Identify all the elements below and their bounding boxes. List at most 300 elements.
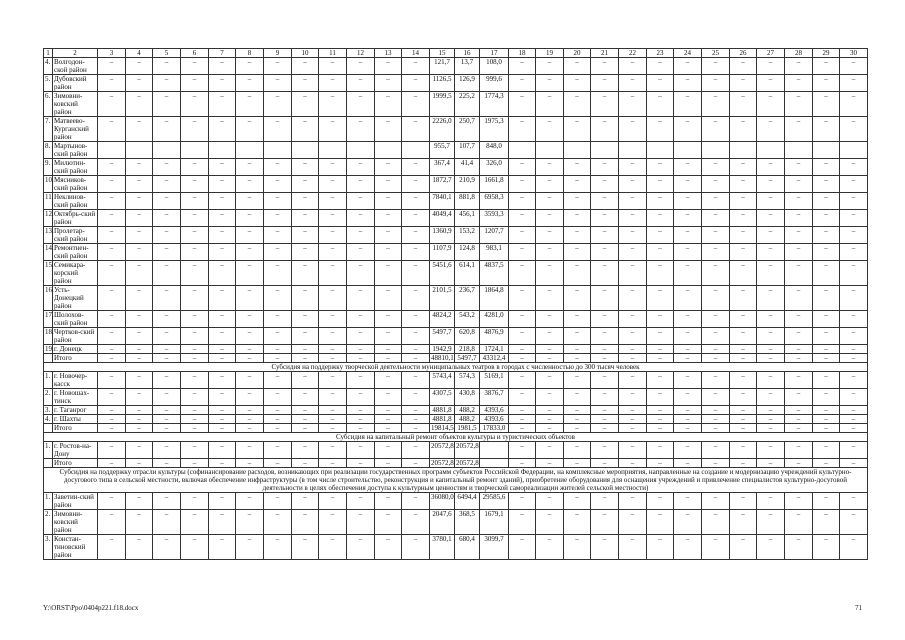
empty-value-cell: – <box>402 535 430 560</box>
empty-value-cell: – <box>264 415 292 424</box>
empty-value-cell: – <box>153 286 181 311</box>
value-total: 4824,2 <box>430 311 455 328</box>
empty-value-cell: – <box>674 227 702 244</box>
empty-value-cell: – <box>536 92 564 117</box>
empty-value-cell: – <box>674 442 702 459</box>
column-number: 7 <box>209 49 236 58</box>
empty-value-cell <box>264 142 292 159</box>
empty-value-cell: – <box>153 193 181 210</box>
empty-value-cell: – <box>647 193 674 210</box>
empty-value-cell <box>840 142 868 159</box>
empty-value-cell: – <box>292 493 319 510</box>
empty-value-cell: – <box>236 354 264 363</box>
empty-value-cell: – <box>347 58 375 75</box>
column-number: 23 <box>647 49 674 58</box>
empty-value-cell: – <box>98 92 126 117</box>
empty-value-cell: – <box>757 117 785 142</box>
empty-value-cell: – <box>813 510 840 535</box>
empty-value-cell: – <box>702 442 730 459</box>
empty-value-cell <box>564 142 591 159</box>
empty-value-cell: – <box>757 389 785 406</box>
section-title: Субсидия на поддержку отрасли культуры (софинансирование расходов, возникающих при реализации государственных программ субъектов Российской Федерации, на комплексные мероприятия, направленные на создание и модернизацию учреждений культурно-досугового типа в сельской местности, включая обеспечение инфраструктуры (в том числе строительство, реконструкция и капитальный ремонт зданий), приобретение оборудования для оснащения учреждений и привлечение специалистов культурно-досуговой деятельности в целях обеспечения доступа к культурным ценностям и творческой самореализации жителей сельской местности) <box>44 468 868 493</box>
empty-value-cell: – <box>98 244 126 261</box>
empty-value-cell: – <box>375 117 402 142</box>
table-row <box>44 286 868 311</box>
empty-value-cell: – <box>647 159 674 176</box>
empty-value-cell: – <box>264 117 292 142</box>
empty-value-cell: – <box>674 75 702 92</box>
empty-value-cell: – <box>702 58 730 75</box>
empty-value-cell: – <box>702 372 730 389</box>
empty-value-cell: – <box>264 442 292 459</box>
value-federal: 29585,6 <box>480 493 509 510</box>
empty-value-cell: – <box>153 406 181 415</box>
empty-value-cell: – <box>730 345 757 354</box>
empty-value-cell: – <box>292 345 319 354</box>
empty-value-cell <box>126 142 153 159</box>
value-regional: 6494,4 <box>455 493 480 510</box>
row-number: 2. <box>44 510 53 535</box>
empty-value-cell: – <box>181 345 209 354</box>
empty-value-cell: – <box>209 535 236 560</box>
empty-value-cell: – <box>209 261 236 286</box>
empty-value-cell: – <box>730 328 757 345</box>
empty-value-cell: – <box>591 372 619 389</box>
empty-value-cell <box>813 142 840 159</box>
table-row <box>44 510 868 535</box>
empty-value-cell: – <box>730 227 757 244</box>
empty-value-cell: – <box>591 328 619 345</box>
column-number: 5 <box>153 49 181 58</box>
empty-value-cell: – <box>236 345 264 354</box>
empty-value-cell: – <box>840 117 868 142</box>
empty-value-cell: – <box>591 510 619 535</box>
empty-value-cell: – <box>591 442 619 459</box>
empty-value-cell: – <box>98 354 126 363</box>
value-total: 2226,0 <box>430 117 455 142</box>
empty-value-cell <box>292 142 319 159</box>
row-number: 11. <box>44 193 53 210</box>
empty-value-cell: – <box>209 75 236 92</box>
empty-value-cell: – <box>98 415 126 424</box>
empty-value-cell: – <box>813 176 840 193</box>
empty-value-cell: – <box>375 510 402 535</box>
empty-value-cell: – <box>564 286 591 311</box>
empty-value-cell: – <box>647 354 674 363</box>
empty-value-cell: – <box>402 117 430 142</box>
empty-value-cell: – <box>153 227 181 244</box>
empty-value-cell: – <box>619 442 647 459</box>
empty-value-cell: – <box>647 311 674 328</box>
row-number: 3. <box>44 535 53 560</box>
empty-value-cell: – <box>757 176 785 193</box>
empty-value-cell: – <box>264 244 292 261</box>
empty-value-cell: – <box>319 75 347 92</box>
empty-value-cell: – <box>375 159 402 176</box>
empty-value-cell: – <box>292 286 319 311</box>
row-number: 9. <box>44 159 53 176</box>
empty-value-cell: – <box>126 311 153 328</box>
empty-value-cell: – <box>402 424 430 433</box>
empty-value-cell: – <box>813 372 840 389</box>
empty-value-cell: – <box>181 389 209 406</box>
empty-value-cell: – <box>347 354 375 363</box>
empty-value-cell: – <box>319 406 347 415</box>
empty-value-cell: – <box>647 406 674 415</box>
empty-value-cell: – <box>730 92 757 117</box>
value-regional: 680,4 <box>455 535 480 560</box>
empty-value-cell: – <box>292 193 319 210</box>
empty-value-cell: – <box>319 176 347 193</box>
empty-value-cell: – <box>126 58 153 75</box>
empty-value-cell <box>153 142 181 159</box>
empty-value-cell: – <box>619 535 647 560</box>
empty-value-cell: – <box>319 210 347 227</box>
empty-value-cell: – <box>347 261 375 286</box>
empty-value-cell: – <box>619 244 647 261</box>
empty-value-cell: – <box>647 117 674 142</box>
municipality-name: Пролетар-ский район <box>53 227 98 244</box>
empty-value-cell: – <box>647 535 674 560</box>
empty-value-cell: – <box>347 286 375 311</box>
row-number: 16. <box>44 286 53 311</box>
empty-value-cell: – <box>647 210 674 227</box>
empty-value-cell: – <box>181 442 209 459</box>
empty-value-cell: – <box>264 372 292 389</box>
column-number: 17 <box>480 49 509 58</box>
empty-value-cell: – <box>319 459 347 468</box>
value-total: 20572,8 <box>431 459 454 467</box>
column-number: 9 <box>264 49 292 58</box>
value-regional: 13,7 <box>455 58 480 75</box>
empty-value-cell: – <box>813 535 840 560</box>
empty-value-cell: – <box>564 510 591 535</box>
municipality-name: Милютин-ский район <box>53 159 98 176</box>
empty-value-cell: – <box>591 210 619 227</box>
column-number: 12 <box>347 49 375 58</box>
empty-value-cell: – <box>757 493 785 510</box>
empty-value-cell: – <box>647 92 674 117</box>
empty-value-cell: – <box>236 193 264 210</box>
empty-value-cell: – <box>757 459 785 468</box>
empty-value-cell: – <box>647 176 674 193</box>
empty-value-cell: – <box>674 510 702 535</box>
empty-value-cell: – <box>347 210 375 227</box>
empty-value-cell: – <box>402 459 430 468</box>
empty-value-cell: – <box>126 75 153 92</box>
empty-value-cell: – <box>619 75 647 92</box>
value-federal: 4876,9 <box>480 328 509 345</box>
empty-value-cell: – <box>619 406 647 415</box>
empty-value-cell: – <box>153 117 181 142</box>
value-total: 5451,6 <box>430 261 455 286</box>
municipality-name: Усть-Донецкий район <box>53 286 98 311</box>
column-number: 8 <box>236 49 264 58</box>
row-number <box>44 459 53 468</box>
column-number: 29 <box>813 49 840 58</box>
empty-value-cell: – <box>730 354 757 363</box>
empty-value-cell: – <box>292 58 319 75</box>
empty-value-cell: – <box>509 159 536 176</box>
empty-value-cell: – <box>785 510 813 535</box>
empty-value-cell: – <box>536 75 564 92</box>
table-row <box>44 442 868 459</box>
empty-value-cell: – <box>319 244 347 261</box>
empty-value-cell: – <box>98 389 126 406</box>
empty-value-cell: – <box>319 92 347 117</box>
empty-value-cell: – <box>813 286 840 311</box>
empty-value-cell: – <box>375 58 402 75</box>
empty-value-cell: – <box>564 75 591 92</box>
empty-value-cell: – <box>181 415 209 424</box>
empty-value-cell: – <box>209 193 236 210</box>
empty-value-cell: – <box>813 424 840 433</box>
empty-value-cell: – <box>236 58 264 75</box>
empty-value-cell: – <box>619 92 647 117</box>
empty-value-cell: – <box>757 354 785 363</box>
empty-value-cell: – <box>591 311 619 328</box>
empty-value-cell: – <box>564 328 591 345</box>
value-regional: 210,9 <box>455 176 480 193</box>
empty-value-cell: – <box>564 493 591 510</box>
empty-value-cell: – <box>347 328 375 345</box>
column-number: 19 <box>536 49 564 58</box>
column-number: 6 <box>181 49 209 58</box>
table-row <box>44 244 868 261</box>
empty-value-cell <box>730 142 757 159</box>
empty-value-cell: – <box>674 389 702 406</box>
empty-value-cell: – <box>702 535 730 560</box>
empty-value-cell: – <box>536 510 564 535</box>
value-total: 1942,9 <box>430 345 455 354</box>
table-row <box>44 493 868 510</box>
empty-value-cell: – <box>153 58 181 75</box>
empty-value-cell <box>536 142 564 159</box>
empty-value-cell <box>647 142 674 159</box>
empty-value-cell: – <box>264 535 292 560</box>
municipality-name: Зимовни-ковский район <box>53 510 98 535</box>
empty-value-cell: – <box>236 535 264 560</box>
empty-value-cell: – <box>730 424 757 433</box>
value-total: 955,7 <box>430 142 455 159</box>
empty-value-cell: – <box>564 372 591 389</box>
empty-value-cell: – <box>840 58 868 75</box>
empty-value-cell: – <box>209 117 236 142</box>
value-total: 7840,1 <box>430 193 455 210</box>
empty-value-cell: – <box>98 176 126 193</box>
empty-value-cell: – <box>375 286 402 311</box>
empty-value-cell: – <box>319 261 347 286</box>
empty-value-cell: – <box>730 58 757 75</box>
empty-value-cell: – <box>236 415 264 424</box>
municipality-name: Октябрь-ский район <box>53 210 98 227</box>
row-number: 6. <box>44 92 53 117</box>
empty-value-cell: – <box>375 244 402 261</box>
empty-value-cell: – <box>536 159 564 176</box>
empty-value-cell <box>619 142 647 159</box>
empty-value-cell: – <box>402 261 430 286</box>
empty-value-cell: – <box>785 159 813 176</box>
column-number: 24 <box>674 49 702 58</box>
empty-value-cell: – <box>126 159 153 176</box>
empty-value-cell: – <box>813 261 840 286</box>
empty-value-cell: – <box>264 311 292 328</box>
value-regional: 250,7 <box>455 117 480 142</box>
empty-value-cell: – <box>264 459 292 468</box>
empty-value-cell: – <box>209 92 236 117</box>
empty-value-cell: – <box>126 535 153 560</box>
table-row <box>44 459 868 468</box>
empty-value-cell: – <box>813 459 840 468</box>
empty-value-cell: – <box>591 535 619 560</box>
empty-value-cell: – <box>840 510 868 535</box>
empty-value-cell: – <box>181 193 209 210</box>
empty-value-cell: – <box>509 493 536 510</box>
row-number: 19. <box>45 345 54 353</box>
empty-value-cell: – <box>536 442 564 459</box>
empty-value-cell: – <box>564 176 591 193</box>
value-regional: 1981,5 <box>455 424 480 433</box>
empty-value-cell: – <box>730 389 757 406</box>
empty-value-cell: – <box>347 92 375 117</box>
empty-value-cell: – <box>292 535 319 560</box>
empty-value-cell: – <box>619 210 647 227</box>
empty-value-cell: – <box>402 176 430 193</box>
empty-value-cell: – <box>757 415 785 424</box>
empty-value-cell: – <box>292 244 319 261</box>
empty-value-cell: – <box>591 58 619 75</box>
empty-value-cell: – <box>813 75 840 92</box>
empty-value-cell: – <box>347 459 375 468</box>
empty-value-cell: – <box>509 261 536 286</box>
empty-value-cell: – <box>319 510 347 535</box>
value-total: 5743,4 <box>430 372 455 389</box>
value-federal: 43312,4 <box>480 354 509 363</box>
empty-value-cell: – <box>319 117 347 142</box>
empty-value-cell: – <box>126 261 153 286</box>
empty-value-cell: – <box>536 415 564 424</box>
value-regional: 620,8 <box>455 328 480 345</box>
empty-value-cell: – <box>375 75 402 92</box>
row-number: 4. <box>44 58 53 75</box>
empty-value-cell: – <box>347 227 375 244</box>
table-row <box>44 117 868 142</box>
empty-value-cell: – <box>674 424 702 433</box>
table-row <box>44 193 868 210</box>
table-row <box>44 354 868 363</box>
value-regional: 368,5 <box>455 510 480 535</box>
empty-value-cell: – <box>98 345 126 354</box>
empty-value-cell: – <box>264 493 292 510</box>
empty-value-cell: – <box>591 159 619 176</box>
empty-value-cell: – <box>730 244 757 261</box>
empty-value-cell: – <box>702 389 730 406</box>
column-number: 1 <box>44 49 53 58</box>
empty-value-cell: – <box>785 535 813 560</box>
empty-value-cell: – <box>509 92 536 117</box>
empty-value-cell: – <box>785 372 813 389</box>
empty-value-cell: – <box>757 58 785 75</box>
empty-value-cell: – <box>509 58 536 75</box>
value-regional: 107,7 <box>455 142 480 159</box>
empty-value-cell: – <box>785 493 813 510</box>
empty-value-cell: – <box>536 328 564 345</box>
empty-value-cell: – <box>702 354 730 363</box>
empty-value-cell: – <box>181 176 209 193</box>
column-number: 22 <box>619 49 647 58</box>
empty-value-cell: – <box>347 311 375 328</box>
empty-value-cell: – <box>236 159 264 176</box>
empty-value-cell: – <box>840 176 868 193</box>
value-total: 121,7 <box>430 58 455 75</box>
municipality-name: Чертков-ский район <box>53 328 98 345</box>
empty-value-cell: – <box>264 261 292 286</box>
empty-value-cell: – <box>757 159 785 176</box>
row-number: 13. <box>44 227 53 244</box>
empty-value-cell: – <box>813 92 840 117</box>
empty-value-cell: – <box>564 535 591 560</box>
table-row <box>44 142 868 159</box>
empty-value-cell: – <box>591 244 619 261</box>
empty-value-cell: – <box>509 193 536 210</box>
empty-value-cell: – <box>647 459 674 468</box>
value-federal: 1661,8 <box>480 176 509 193</box>
value-regional: 430,8 <box>455 389 480 406</box>
empty-value-cell: – <box>319 535 347 560</box>
row-number: 4. <box>44 415 53 424</box>
empty-value-cell: – <box>591 117 619 142</box>
empty-value-cell: – <box>98 261 126 286</box>
empty-value-cell: – <box>292 442 319 459</box>
table-row <box>44 261 868 286</box>
empty-value-cell: – <box>347 424 375 433</box>
empty-value-cell: – <box>181 286 209 311</box>
empty-value-cell: – <box>564 159 591 176</box>
empty-value-cell: – <box>785 389 813 406</box>
empty-value-cell: – <box>702 406 730 415</box>
value-federal: 1724,1 <box>480 345 509 354</box>
empty-value-cell: – <box>292 92 319 117</box>
table-row <box>44 176 868 193</box>
empty-value-cell: – <box>181 92 209 117</box>
empty-value-cell: – <box>181 372 209 389</box>
empty-value-cell: – <box>98 535 126 560</box>
empty-value-cell: – <box>647 261 674 286</box>
empty-value-cell: – <box>619 176 647 193</box>
column-number: 13 <box>375 49 402 58</box>
empty-value-cell: – <box>702 92 730 117</box>
empty-value-cell: – <box>730 159 757 176</box>
empty-value-cell: – <box>619 354 647 363</box>
row-number: 3. <box>44 406 53 415</box>
budget-table <box>43 48 868 560</box>
empty-value-cell <box>236 142 264 159</box>
empty-value-cell: – <box>209 389 236 406</box>
value-total: 1126,5 <box>430 75 455 92</box>
empty-value-cell: – <box>840 424 868 433</box>
empty-value-cell: – <box>292 459 319 468</box>
empty-value-cell: – <box>375 210 402 227</box>
empty-value-cell: – <box>813 442 840 459</box>
value-federal: 1679,1 <box>480 510 509 535</box>
empty-value-cell: – <box>536 244 564 261</box>
empty-value-cell: – <box>785 415 813 424</box>
empty-value-cell: – <box>126 442 153 459</box>
empty-value-cell: – <box>126 424 153 433</box>
empty-value-cell: – <box>564 389 591 406</box>
empty-value-cell: – <box>564 424 591 433</box>
empty-value-cell: – <box>402 58 430 75</box>
